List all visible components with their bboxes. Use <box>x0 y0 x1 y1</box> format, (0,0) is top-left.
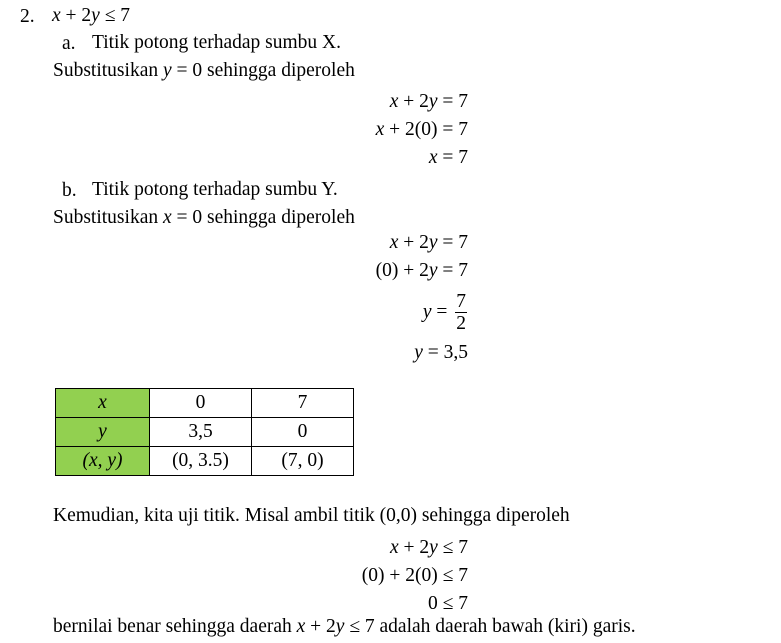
equation-b-4: y = 3,5 <box>414 342 468 363</box>
part-a-title: Titik potong terhadap sumbu X. <box>92 32 341 53</box>
equation-b-3-fraction: y = $\frac{7}{2}$ <box>422 290 466 335</box>
problem-number: 2. <box>20 6 35 27</box>
equation-a-2: x + 2(0) = 7 <box>375 119 468 140</box>
part-b-final-value: 3,5 <box>443 342 468 363</box>
part-b-title: Titik potong terhadap sumbu Y. <box>92 179 338 200</box>
test-step-2: (0) + 2(0) ≤ 7 <box>361 565 468 586</box>
equation-b-1: x + 2y = 7 <box>389 232 468 253</box>
table-row-label-xy: (x, y) <box>56 447 150 476</box>
part-b-instruction: Substitusikan x = 0 sehingga diperoleh <box>53 207 355 228</box>
part-b-label: b. <box>62 180 77 201</box>
table-cell-x-2: 7 <box>252 389 354 418</box>
table-cell-y-2: 0 <box>252 418 354 447</box>
part-a-equations <box>200 88 468 172</box>
part-a-instruction: Substitusikan y = 0 sehingga diperoleh <box>53 60 355 81</box>
value-table <box>55 388 354 476</box>
test-point-equations <box>200 534 468 618</box>
table-row-label-y: y <box>56 418 150 447</box>
part-a-label: a. <box>62 33 76 54</box>
fraction-seven-halves <box>454 292 468 334</box>
table-row <box>56 447 354 476</box>
problem-statement <box>52 6 130 26</box>
test-step-3: 0 ≤ 7 <box>428 593 468 614</box>
table-row <box>56 389 354 418</box>
fraction-numerator: 7 <box>456 290 466 312</box>
test-point-intro: Kemudian, kita uji titik. Misal ambil titik (0,0) sehingga diperoleh <box>53 505 570 526</box>
part-b-equations <box>200 229 468 367</box>
fraction-denominator: 2 <box>456 313 466 335</box>
table-row <box>56 418 354 447</box>
table-row-label-x: x <box>56 389 150 418</box>
table-cell-xy-2: (7, 0) <box>252 447 354 476</box>
table-cell-y-1: 3,5 <box>150 418 252 447</box>
table-cell-x-1: 0 <box>150 389 252 418</box>
equation-a-3: x = 7 <box>428 147 468 168</box>
conclusion-text: bernilai benar sehingga daerah x + 2y ≤ 7 adalah daerah bawah (kiri) garis. <box>53 616 636 637</box>
equation-a-1: x + 2y = 7 <box>389 91 468 112</box>
test-step-1: x + 2y ≤ 7 <box>389 537 468 558</box>
equation-b-2: (0) + 2y = 7 <box>375 260 468 281</box>
problem-statement-text: x + 2y ≤ 7 <box>52 5 131 26</box>
table-cell-xy-1: (0, 3.5) <box>150 447 252 476</box>
